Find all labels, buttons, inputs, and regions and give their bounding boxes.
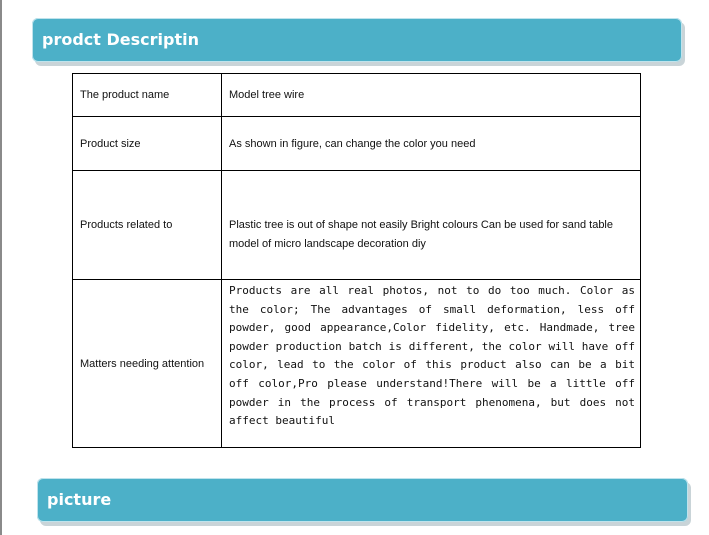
section-title-picture: picture — [47, 490, 112, 509]
row-label: Matters needing attention — [73, 280, 222, 448]
row-label: Products related to — [73, 171, 222, 280]
row-label: Product size — [73, 117, 222, 171]
table-row — [73, 74, 641, 117]
table-row — [73, 280, 641, 448]
row-value: As shown in figure, can change the color you need — [222, 117, 641, 171]
row-value: Products are all real photos, not to do too much. Color as the color; The advantages of small deformation, less off powder, good appearance,Color fidelity, etc. Handmade, tree powder production batch is different, the color will have off color, lead to the color of this product also can be a bit off color,Pro please understand!There will be a little off powder in the process of transport phenomena, but does not affect beautiful — [222, 280, 641, 448]
row-value: Plastic tree is out of shape not easily Bright colours Can be used for sand table model of micro landscape decoration diy — [222, 171, 641, 280]
section-banner-picture — [37, 478, 688, 522]
row-label: The product name — [73, 74, 222, 117]
section-banner-description — [32, 18, 682, 62]
product-spec-table — [72, 73, 641, 448]
table-row — [73, 117, 641, 171]
table-row — [73, 171, 641, 280]
left-edge-line — [0, 0, 2, 535]
section-title-description: prodct Descriptin — [42, 30, 199, 49]
row-value: Model tree wire — [222, 74, 641, 117]
